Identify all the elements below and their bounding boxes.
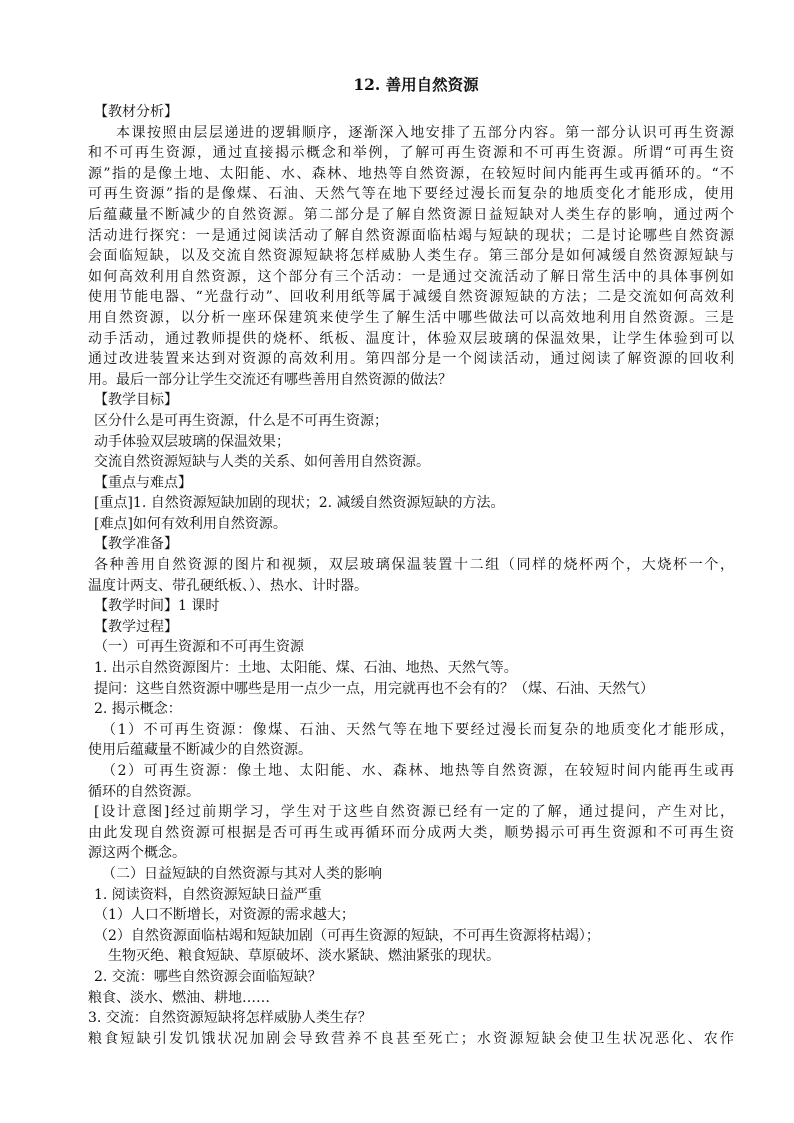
text-line: 用。最后一部分让学生交流还有哪些善用自然资源的做法？ [88,371,452,388]
text-line: 【教学过程】 [94,618,178,635]
document-title: 12. 善用自然资源 [353,75,479,94]
text-line: 源这两个概念。 [88,845,186,862]
text-line: 2. 交流：哪些自然资源会面临短缺？ [94,968,322,985]
text-line: （二）日益短缺的自然资源与其对人类的影响 [102,865,382,882]
document-body [88,102,734,1049]
text-line: 用自然资源，以分析一座环保建筑来使学生了解生活中哪些做法可以高效地利用自然资源。三是 [88,309,734,326]
text-line: 生物灭绝、粮食短缺、草原破坏、淡水紧缺、燃油紧张的现状。 [108,948,500,965]
text-line: 活动进行探究：一是通过阅读活动了解自然资源面临枯竭与短缺的现状；二是讨论哪些自然资源 [88,227,734,244]
text-line: 【重点与难点】 [94,474,192,491]
text-line: 动手活动，通过教师提供的烧杯、纸板、温度计，体验双层玻璃的保温效果，让学生体验到可以 [88,330,734,347]
text-line: 和不可再生资源，通过直接揭示概念和举例，了解可再生资源和不可再生资源。所谓“可再生资 [88,145,734,162]
text-line: 提问：这些自然资源中哪些是用一点少一点，用完就再也不会有的？（煤、石油、天然气） [94,680,654,697]
text-line: 使用后蕴藏量不断减少的自然资源。 [88,742,312,759]
text-line: 【教学目标】 [94,392,178,409]
text-line: 粮食短缺引发饥饿状况加剧会导致营养不良甚至死亡；水资源短缺会使卫生状况恶化、农作 [88,1030,734,1047]
text-line: 1. 阅读资料，自然资源短缺日益严重 [94,886,322,903]
text-line: 本课按照由层层递进的逻辑顺序，逐渐深入地安排了五部分内容。第一部分认识可再生资源 [116,124,734,141]
text-line: 如何高效利用自然资源，这个部分有三个活动：一是通过交流活动了解日常生活中的具体事例如 [88,268,734,285]
text-line: 循环的自然资源。 [88,783,200,800]
text-line: 交流自然资源短缺与人类的关系、如何善用自然资源。 [94,454,430,471]
text-line: （一）可再生资源和不可再生资源 [94,639,304,656]
text-line: [设计意图]经过前期学习，学生对于这些自然资源已经有一定的了解，通过提问，产生对比， [94,804,734,821]
text-line: 1. 出示自然资源图片：土地、太阳能、煤、石油、地热、天然气等。 [94,660,518,677]
text-line: 会面临短缺，以及交流自然资源短缺将怎样威胁人类生存。第三部分是如何减缓自然资源短缺与 [88,248,734,265]
text-line: 通过改进装置来达到对资源的高效利用。第四部分是一个阅读活动，通过阅读了解资源的回收利 [88,351,734,368]
text-line: 动手体验双层玻璃的保温效果； [94,433,290,450]
text-line: 【教材分析】 [94,104,178,120]
text-line: 可再生资源”指的是像煤、石油、天然气等在地下要经过漫长而复杂的地质变化才能形成，使用 [88,186,734,203]
text-line: （1）不可再生资源：像煤、石油、天然气等在地下要经过漫长而复杂的地质变化才能形成， [102,721,734,738]
text-line: 3. 交流：自然资源短缺将怎样威胁人类生存？ [88,1010,372,1027]
text-line: 温度计两支、带孔硬纸板、）、热水、计时器。 [88,577,368,594]
text-line: 各种善用自然资源的图片和视频，双层玻璃保温装置十二组（同样的烧杯两个，大烧杯一个， [94,557,734,574]
text-line: 【教学准备】 [94,536,178,553]
text-line: （2）可再生资源：像土地、太阳能、水、森林、地热等自然资源，在较短时间内能再生或再 [102,763,734,779]
text-line: 【教学时间】1 课时 [94,598,220,615]
text-line: [重点]1. 自然资源短缺加剧的现状；2. 减缓自然资源短缺的方法。 [94,495,505,512]
text-line: 源”指的是像土地、太阳能、水、森林、地热等自然资源，在较短时间内能再生或再循环的。“不 [88,165,734,182]
text-line: 由此发现自然资源可根据是否可再生或再循环而分成两大类，顺势揭示可再生资源和不可再生资 [88,824,734,841]
text-line: 区分什么是可再生资源，什么是不可再生资源； [94,412,388,429]
text-line: （1）人口不断增长，对资源的需求越大； [94,907,355,924]
text-line: （2）自然资源面临枯竭和短缺加剧（可再生资源的短缺，不可再生资源将枯竭）； [94,927,600,944]
text-line: 后蕴藏量不断减少的自然资源。第二部分是了解自然资源日益短缺对人类生存的影响，通过两个 [88,206,734,223]
text-line: 2. 揭示概念： [94,701,182,718]
text-line: 使用节能电器、“光盘行动”、回收利用纸等属于减缓自然资源短缺的方法；二是交流如何高效利 [88,289,734,306]
text-line: 粮食、淡水、燃油、耕地…… [88,989,270,1006]
text-line: [难点]如何有效利用自然资源。 [94,515,287,532]
